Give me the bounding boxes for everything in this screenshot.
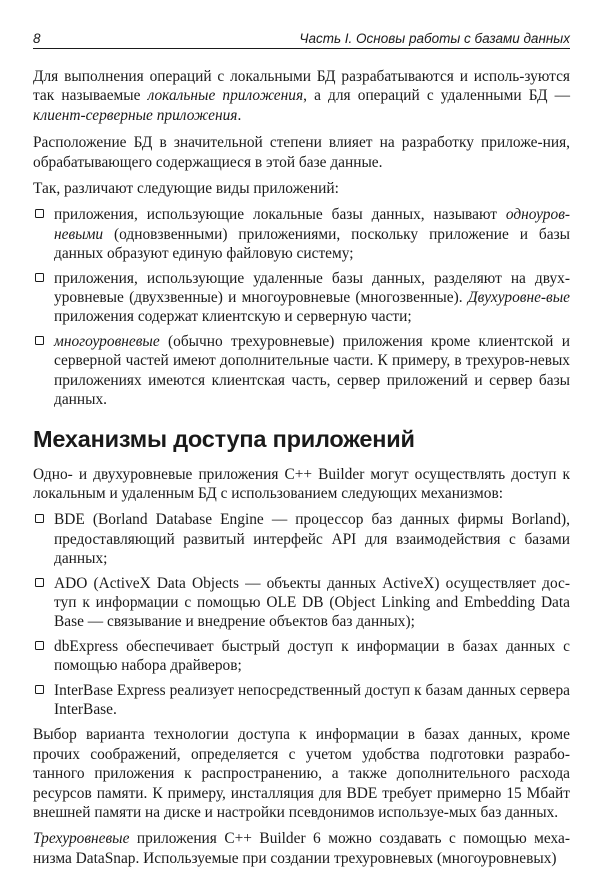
checkbox-bullet-icon xyxy=(35,578,44,587)
list-item: многоуровневые (обычно трехуровневые) приложения кроме клиентской и серверной частей имеют дополнительные части. К примеру, в трехуров-невых приложениях имеются клиентская часть, сервер приложений и сервер базы данных. xyxy=(33,332,570,410)
mechanisms-list xyxy=(33,510,570,719)
paragraph-local-client-server: Для выполнения операций с локальными БД разрабатываются и исполь-зуются так называемые локальные приложения, а для операций с удаленными БД — клиент-серверные приложения. xyxy=(33,68,570,124)
paragraph-db-location: Расположение БД в значительной степени влияет на разработку приложе-ния, обрабатывающего содержащиеся в этой базе данные. xyxy=(33,134,570,171)
paragraph-three-tier: Трехуровневые приложения C++ Builder 6 можно создавать с помощью меха-низма DataSnap. Используемые при создании трехуровневых (многоуровневых) xyxy=(33,830,570,867)
checkbox-bullet-icon xyxy=(35,273,44,282)
section-heading: Механизмы доступа приложений xyxy=(33,425,415,452)
checkbox-bullet-icon xyxy=(35,336,44,345)
page-body xyxy=(33,67,570,868)
list-item: InterBase Express реализует непосредственный доступ к базам данных сервера InterBase. xyxy=(33,681,570,720)
list-item: приложения, использующие удаленные базы данных, разделяют на двух-уровневые (двухзвенные) и многоуровневые (многозвенные). Двухуровне-вые приложения содержат клиентскую и серверную части; xyxy=(33,269,570,327)
app-types-list xyxy=(33,205,570,409)
term-local-apps: локальные приложения xyxy=(147,87,304,105)
term-three-tier: Трехуровневые xyxy=(33,830,130,848)
paragraph-mechanisms-intro: Одно- и двухуровневые приложения C++ Builder могут осуществлять доступ к локальным и удаленным БД с использованием следующих механизмов: xyxy=(33,465,570,502)
list-item: ADO (ActiveX Data Objects — объекты данных ActiveX) осуществляет дос-туп к информации с помощью OLE DB (Object Linking and Embedding Data Base — связывание и внедрение объектов баз данных); xyxy=(33,574,570,632)
checkbox-bullet-icon xyxy=(35,209,44,218)
term-client-server-apps: клиент-серверные приложения xyxy=(33,106,238,124)
list-item: BDE (Borland Database Engine — процессор баз данных фирмы Borland), предоставляющий развитый интерфейс API для взаимодействия с базами данных; xyxy=(33,510,570,568)
list-item: dbExpress обеспечивает быстрый доступ к информации в базах данных с помощью набора драйверов; xyxy=(33,637,570,676)
checkbox-bullet-icon xyxy=(35,514,44,523)
running-header xyxy=(33,30,570,49)
paragraph-technology-choice: Выбор варианта технологии доступа к информации в базах данных, кроме прочих соображений, определяется с учетом удобства подготовки разрабо-танного приложения к распространению, а также дополнительного расхода ресурсов памяти. К примеру, инсталляция для BDE требует примерно 15 Мбайт внешней памяти на диске и настройки псевдонимов используе-мых баз данных. xyxy=(33,726,570,821)
chapter-title: Часть I. Основы работы с базами данных xyxy=(299,31,570,46)
checkbox-bullet-icon xyxy=(35,641,44,650)
checkbox-bullet-icon xyxy=(35,685,44,694)
list-item: приложения, использующие локальные базы данных, называют одноуров-невыми (одновзвенными) приложениями, поскольку приложение и базы данных образуют единую файловую систему; xyxy=(33,205,570,263)
paragraph-app-kinds-intro: Так, различают следующие виды приложений: xyxy=(33,180,339,198)
book-page xyxy=(33,30,570,875)
page-number: 8 xyxy=(33,31,41,46)
